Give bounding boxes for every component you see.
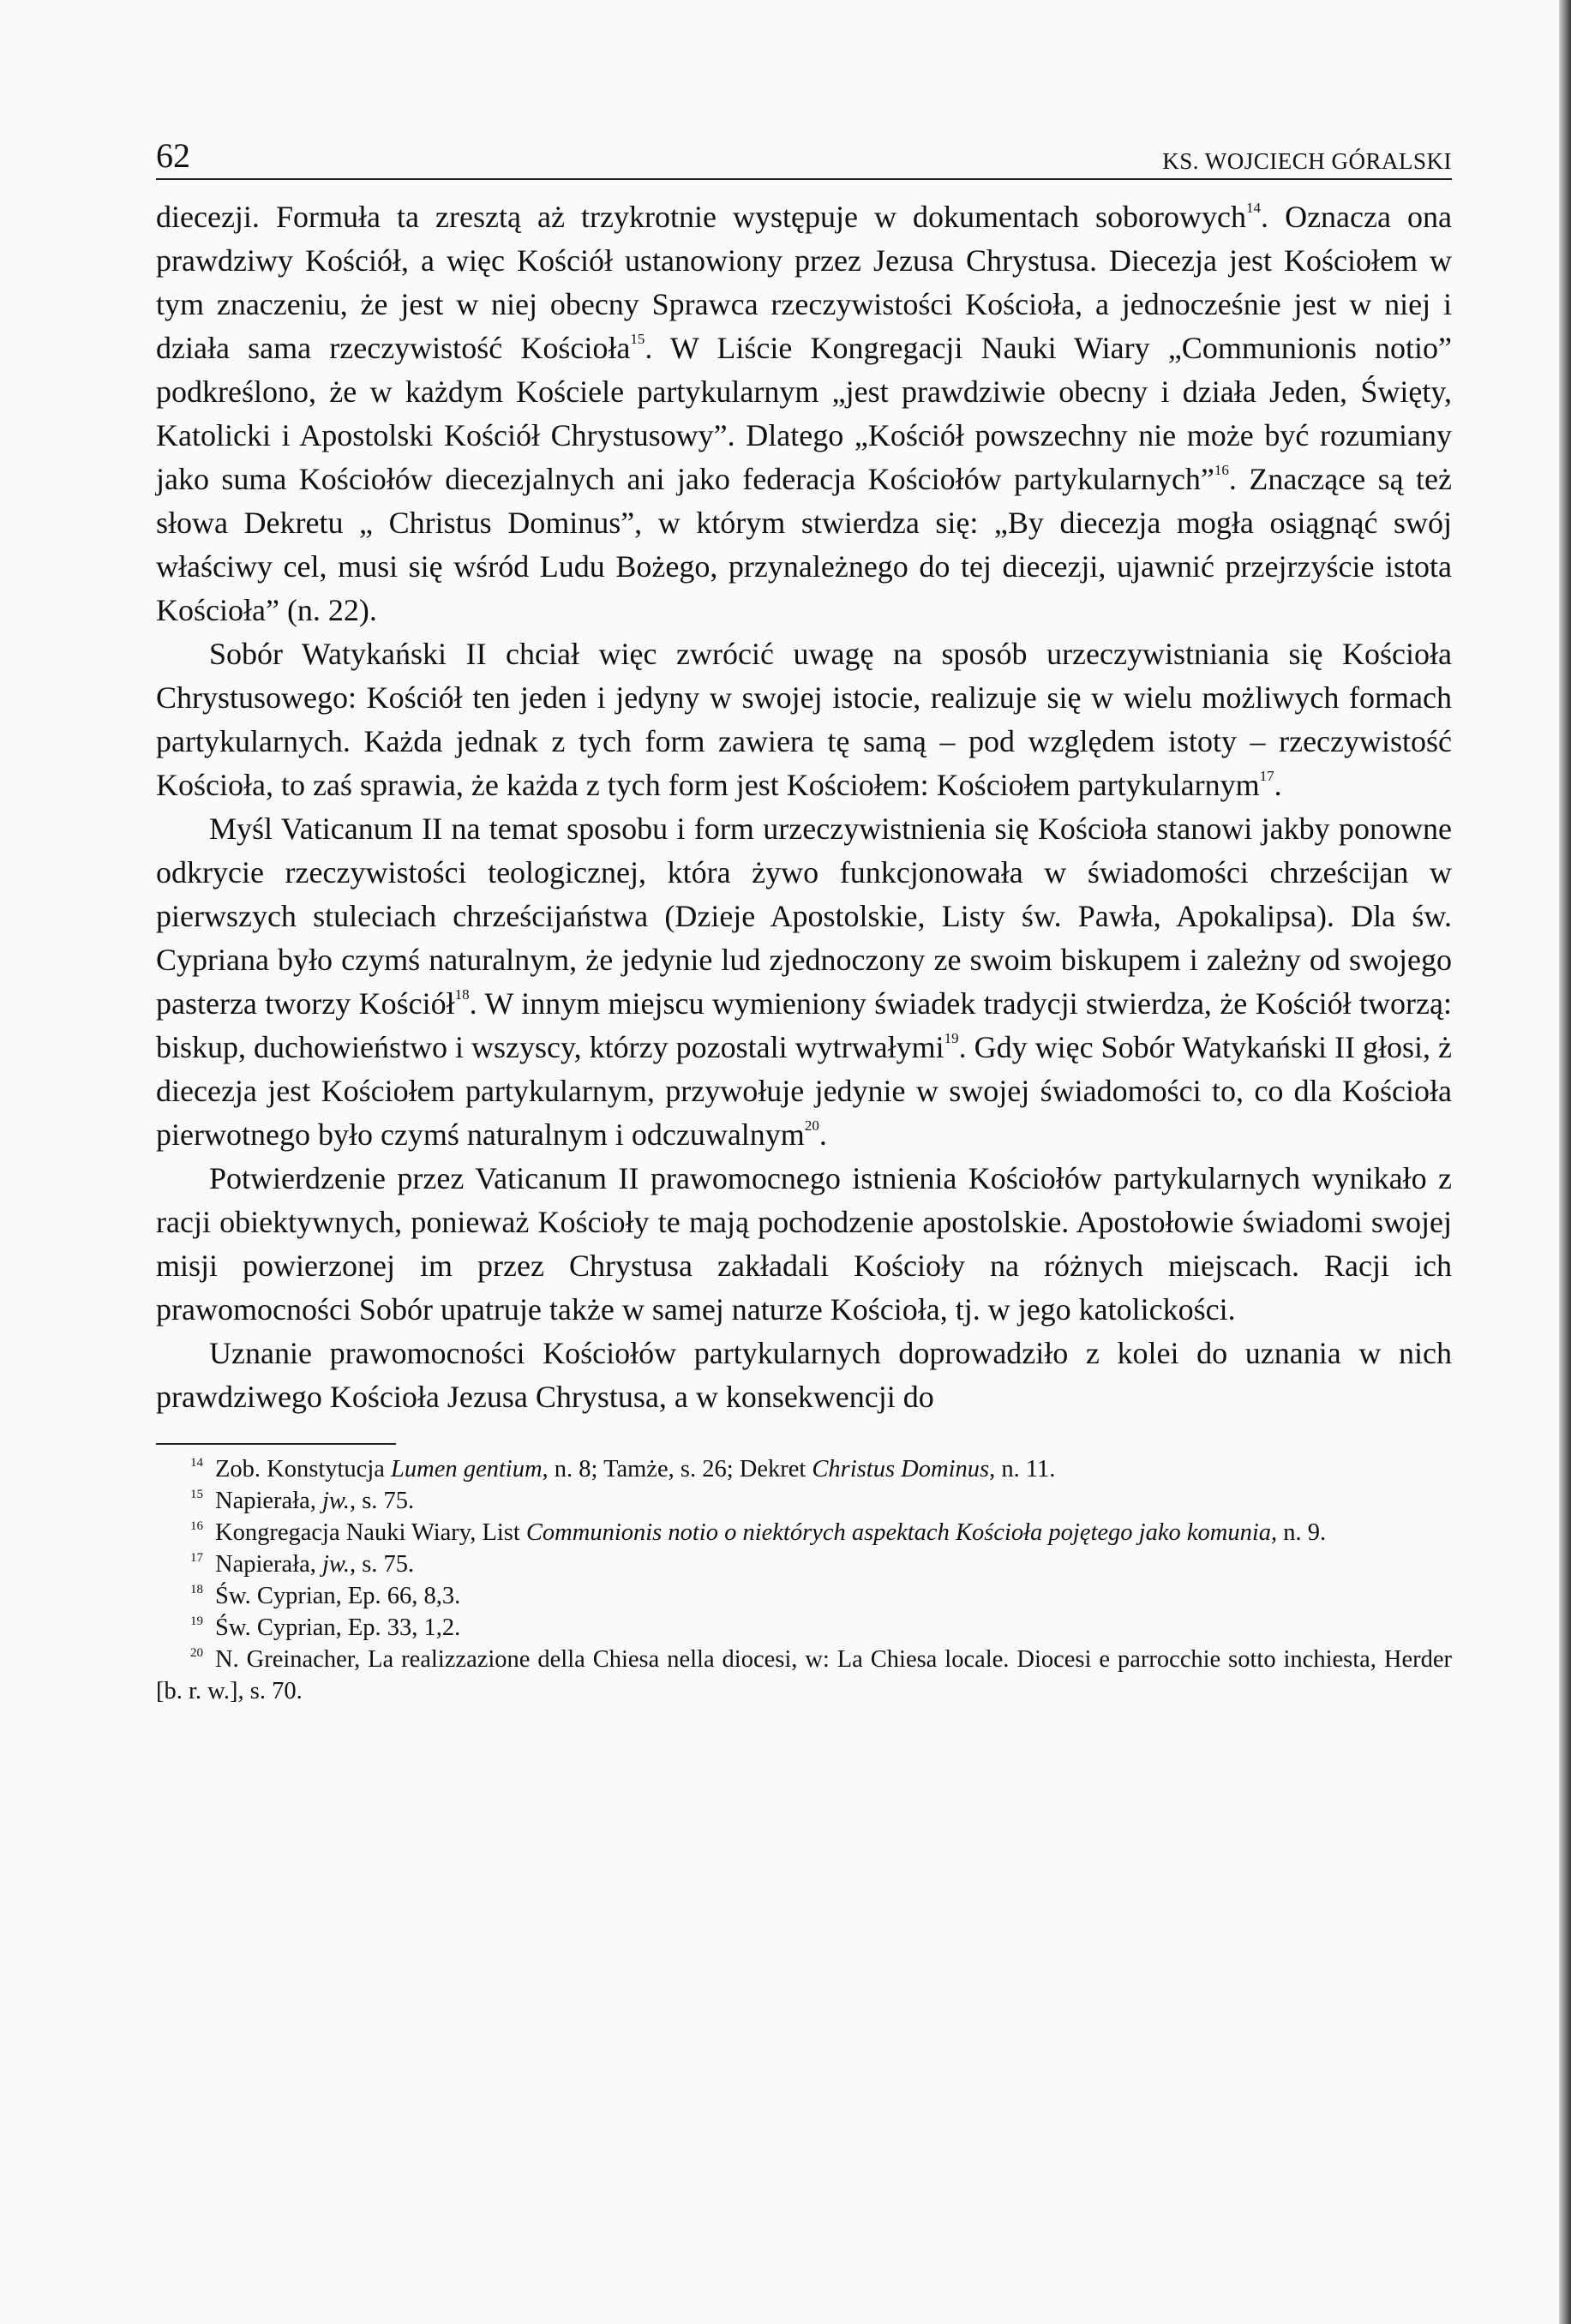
- paragraph-text: . Oznacza ona prawdziwy Kościół, a więc Kościół ustanowiony przez Jezusa Chrystusa. Diecezja jest Kościołem w tym znaczeniu, że jest w niej obecny Sprawca rzeczywistości Kościoła, a jednocześnie jest w niej i działa sama rzeczywistość Kościoła: [156, 200, 1452, 365]
- footnote-number: 19: [190, 1614, 203, 1628]
- paragraph-text: Uznanie prawomocności Kościołów partykularnych doprowadziło z kolei do uznania w nich prawdziwego Kościoła Jezusa Chrystusa, a w konsekwencji do: [156, 1336, 1452, 1414]
- paragraph-text: . W innym miejscu wymieniony świadek tradycji stwierdza, że Kościół tworzą: biskup, duchowieństwo i wszyscy, którzy pozostali wytrwałymi: [156, 986, 1453, 1064]
- scan-edge-shadow: [1559, 0, 1571, 2324]
- footnote-text: , n. 11.: [989, 1456, 1056, 1482]
- paragraph-text: Potwierdzenie przez Vaticanum II prawomocnego istnienia Kościołów partykularnych wynikało z racji obiektywnych, ponieważ Kościoły te mają pochodzenie apostolskie. Apostołowie świadomi swojej misji powierzonej im przez Chrystusa zakładali Kościoły na różnych miejscach. Racji ich prawomocności Sobór upatruje także w samej naturze Kościoła, tj. w jego katolickości.: [156, 1161, 1452, 1327]
- footnote-title-italic: Communionis notio o niektórych aspektach Kościoła pojętego jako komunia: [525, 1519, 1272, 1546]
- footnote-number: 14: [190, 1456, 203, 1470]
- paragraph: [156, 807, 1452, 1157]
- page-header: [156, 129, 1452, 180]
- paragraph-text: diecezji. Formuła ta zresztą aż trzykrotnie występuje w dokumentach soborowych: [156, 200, 1247, 234]
- paragraph-text: .: [818, 1117, 827, 1152]
- footnote-number: 20: [190, 1646, 203, 1660]
- paragraph: [156, 1157, 1452, 1332]
- footnote-marker[interactable]: 14: [1246, 200, 1262, 216]
- footnote: [156, 1548, 1452, 1580]
- footnote-title-italic: jw.: [322, 1488, 350, 1514]
- footnote-title-italic: jw.: [322, 1551, 350, 1578]
- body-text: [156, 195, 1452, 1419]
- footnote: [156, 1453, 1452, 1485]
- paragraph-text: .: [1274, 768, 1282, 802]
- footnote: [156, 1485, 1452, 1517]
- footnote-text: , s. 75.: [349, 1551, 415, 1578]
- paragraph: [156, 632, 1452, 807]
- footnote-text: Św. Cyprian, Ep. 33, 1,2.: [215, 1614, 461, 1641]
- paragraph-text: Sobór Watykański II chciał więc zwrócić uwagę na sposób urzeczywistniania się Kościoła Chrystusowego: Kościół ten jeden i jedyny w swojej istocie, realizuje się w wielu możliwych formach partykularnych. Każda jednak z tych form zawiera tę samą – pod względem istoty – rzeczywistość Kościoła, to zaś sprawia, że każda z tych form jest Kościołem: Kościołem partykularnym: [156, 637, 1452, 802]
- paragraph-text: . Gdy więc Sobór Watykański II głosi, ż diecezja jest Kościołem partykularnym, przywołuje jedynie w swojej świadomości to, co dla Kościoła pierwotnego było czymś naturalnym i odczuwalnym: [156, 1030, 1453, 1152]
- paragraph-text: Myśl Vaticanum II na temat sposobu i form urzeczywistnienia się Kościoła stanowi jakby ponowne odkrycie rzeczywistości teologicznej, która żywo funkcjonowała w świadomości chrześcijan w pierwszych stuleciach chrześcijaństwa (Dzieje Apostolskie, Listy św. Pawła, Apokalipsa). Dla św. Cypriana było czymś naturalnym, że jedynie lud zjednoczony ze swoim biskupem i zależny od swojego pasterza tworzy Kościół: [156, 812, 1452, 1021]
- footnote-text: , n. 9.: [1271, 1519, 1327, 1546]
- footnote-divider: [156, 1443, 396, 1445]
- footnote-marker[interactable]: 19: [944, 1030, 959, 1046]
- footnote-text: Zob. Konstytucja: [215, 1456, 392, 1482]
- footnote-number: 16: [190, 1519, 203, 1533]
- footnote-text: Napierała,: [215, 1551, 323, 1578]
- paragraph-text: . Znaczące są też słowa Dekretu „ Christus Dominus”, w którym stwierdza się: „By diecezja mogła osiągnąć swój właściwy cel, musi się wśród Ludu Bożego, przynależnego do tej diecezji, ujawnić przejrzyście istota Kościoła” (n. 22).: [156, 462, 1452, 627]
- footnote-text: Napierała,: [215, 1488, 323, 1514]
- footnote: [156, 1644, 1452, 1707]
- footnote-marker[interactable]: 18: [454, 986, 470, 1003]
- footnote-text: , s. 75.: [349, 1488, 415, 1514]
- paragraph: [156, 1332, 1452, 1419]
- footnote-text: , n. 8; Tamże, s. 26; Dekret: [542, 1456, 812, 1482]
- footnote-marker[interactable]: 17: [1259, 768, 1274, 784]
- footnote: [156, 1580, 1452, 1612]
- footnote-title-italic: Christus Dominus: [812, 1456, 990, 1482]
- footnote-title-italic: Lumen gentium: [391, 1456, 543, 1482]
- footnote-number: 18: [190, 1583, 203, 1596]
- paragraph-text: . W Liście Kongregacji Nauki Wiary „Communionis notio” podkreślono, że w każdym Kościele partykularnym „jest prawdziwie obecny i działa Jeden, Święty, Katolicki i Apostolski Kościół Chrystusowy”. Dlatego „Kościół powszechny nie może być rozumiany jako suma Kościołów diecezjalnych ani jako federacja Kościołów partykularnych”: [156, 331, 1452, 496]
- footnote-text: N. Greinacher, La realizzazione della Chiesa nella diocesi, w: La Chiesa locale. Diocesi e parrocchie sotto inchiesta, Herder [b. r. w.], s. 70.: [156, 1646, 1452, 1704]
- footnote: [156, 1517, 1452, 1548]
- paragraph: [156, 195, 1452, 632]
- book-page: [156, 129, 1452, 1707]
- running-head: KS. WOJCIECH GÓRALSKI: [1162, 148, 1452, 174]
- footnotes: [156, 1453, 1452, 1707]
- footnote-text: Kongregacja Nauki Wiary, List: [215, 1519, 526, 1546]
- footnote-text: Św. Cyprian, Ep. 66, 8,3.: [215, 1583, 461, 1609]
- footnote-number: 17: [190, 1551, 203, 1565]
- footnote-marker[interactable]: 16: [1214, 462, 1229, 478]
- footnote-marker[interactable]: 20: [804, 1117, 819, 1134]
- footnote-marker[interactable]: 15: [630, 331, 645, 347]
- page-number: 62: [156, 136, 190, 175]
- footnote-number: 15: [190, 1488, 203, 1501]
- footnote: [156, 1612, 1452, 1644]
